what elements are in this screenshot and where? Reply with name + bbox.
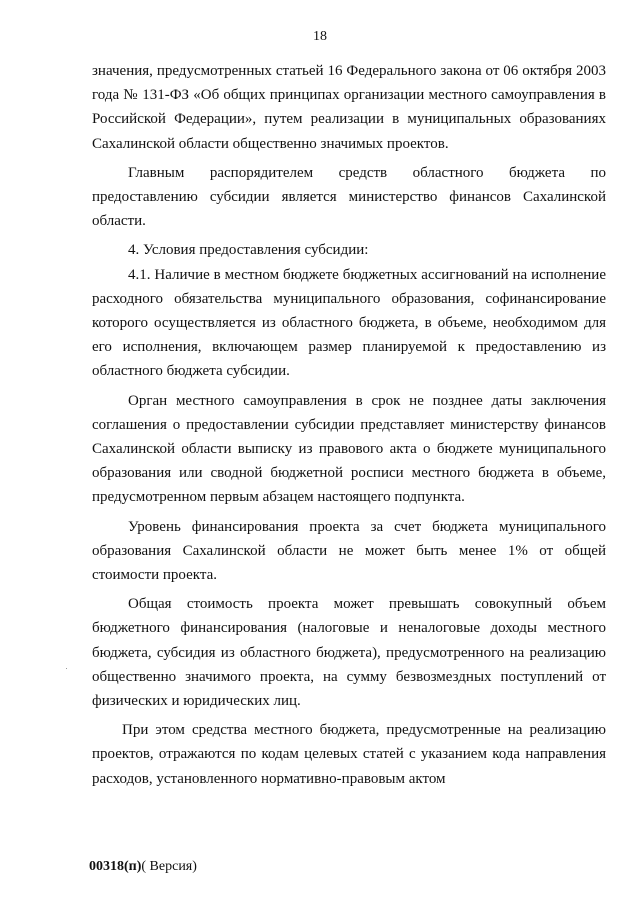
paragraph-funding-level: Уровень финансирования проекта за счет бюджета муниципального образования Сахалинской области не может быть менее 1% от общей стоимости проекта.	[92, 518, 606, 584]
paragraph-local-authority: Орган местного самоуправления в срок не позднее даты заключения соглашения о предоставлении субсидии представляет министерству финансов Сахалинской области выписку из правового акта о бюджете муниципального образования или сводной бюджетной росписи местного бюджета в объеме, предусмотренном первым абзацем настоящего подпункта.	[92, 392, 606, 506]
document-version: ( Версия)	[141, 859, 197, 874]
document-body	[92, 59, 606, 791]
section-heading-conditions: 4. Условия предоставления субсидии:	[128, 242, 369, 259]
footer	[89, 859, 197, 875]
margin-mark	[66, 668, 67, 669]
paragraph-local-budget-funds: При этом средства местного бюджета, предусмотренные на реализацию проектов, отражаются по кодам целевых статей с указанием кода направления расходов, установленного нормативно-правовым актом	[92, 722, 606, 787]
document-code: 00318(п)	[89, 859, 142, 874]
paragraph-continuation: значения, предусмотренных статьей 16 Федерального закона от 06 октября 2003 года № 131-ФЗ «Об общих принципах организации местного самоуправления в Российской Федерации», путем реализации в муниципальных образованиях Сахалинской области общественно значимых проектов.	[92, 63, 606, 152]
paragraph-4-1: 4.1. Наличие в местном бюджете бюджетных ассигнований на исполнение расходного обязательства муниципального образования, софинансирование которого осуществляется из областного бюджета, в объеме, необходимом для его исполнения, включающем размер планируемой к предоставлению из областного бюджета субсидии.	[92, 266, 606, 380]
paragraph-total-cost: Общая стоимость проекта может превышать совокупный объем бюджетного финансирования (налоговые и неналоговые доходы местного бюджета, субсидия из областного бюджета), предусмотренного на реализацию общественно значимого проекта, на сумму безвозмездных поступлений от физических и юридических лиц.	[92, 596, 606, 710]
page-number: 18	[313, 29, 327, 44]
paragraph-chief-administrator: Главным распорядителем средств областного бюджета по предоставлению субсидии является министерство финансов Сахалинской области.	[92, 164, 606, 230]
